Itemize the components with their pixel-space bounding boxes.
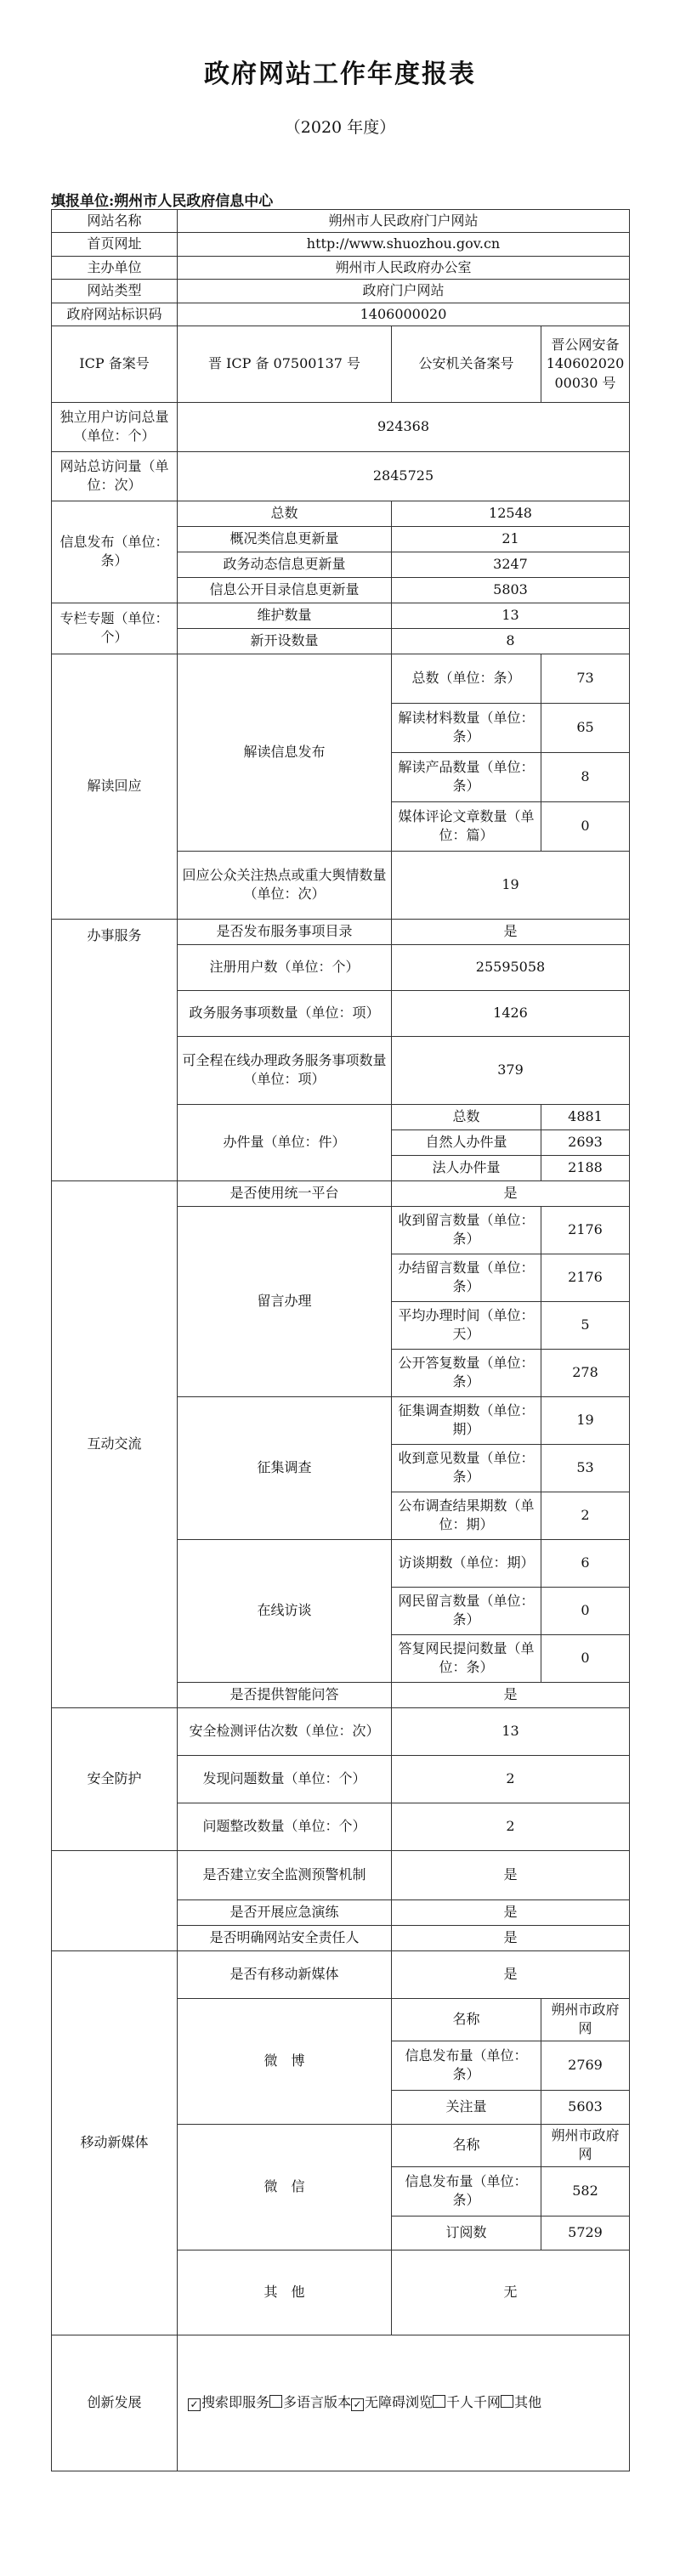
security-row-label: 发现问题数量（单位：个） (178, 1755, 392, 1803)
security-row-value: 13 (392, 1707, 630, 1755)
items-label: 政务服务事项数量（单位：项） (178, 990, 392, 1036)
site-code-value: 1406000020 (178, 303, 630, 326)
interpret-sub-label: 解读信息发布 (178, 654, 392, 851)
report-year: （2020 年度） (284, 118, 396, 137)
weibo-row-label: 名称 (392, 1998, 541, 2041)
interpret-row-value: 8 (541, 752, 630, 801)
innovation-option-label: 其他 (514, 2393, 542, 2410)
publish-row-value: 3247 (392, 552, 630, 577)
innovation-label: 创新发展 (52, 2335, 178, 2471)
handle-row-label: 自然人办件量 (392, 1129, 541, 1155)
security-label: 安全防护 (52, 1707, 178, 1850)
security-extra-label: 是否建立安全监测预警机制 (178, 1850, 392, 1899)
security-row-value: 2 (392, 1755, 630, 1803)
weibo-row-label: 信息发布量（单位：条） (392, 2041, 541, 2090)
site-name-label: 网站名称 (52, 210, 178, 233)
mobile-other-value: 无 (392, 2250, 630, 2335)
msg-row-label: 收到留言数量（单位：条） (392, 1206, 541, 1254)
icp-value: 晋 ICP 备 07500137 号 (178, 326, 392, 402)
publish-row-value: 12548 (392, 501, 630, 526)
msg-label: 留言办理 (178, 1206, 392, 1396)
checkbox-checked-icon: ✓ (188, 2398, 201, 2411)
msg-row-label: 办结留言数量（单位：条） (392, 1254, 541, 1301)
reporting-unit: 填报单位:朔州市人民政府信息中心 (51, 193, 274, 210)
innovation-options (178, 2335, 630, 2471)
msg-row-value: 2176 (541, 1206, 630, 1254)
interpret-row-label: 解读材料数量（单位：条） (392, 703, 541, 752)
column-row-label: 新开设数量 (178, 628, 392, 654)
wechat-row-label: 信息发布量（单位：条） (392, 2166, 541, 2216)
pv-value: 2845725 (178, 451, 630, 501)
home-url-value: http://www.shuozhou.gov.cn (178, 233, 630, 256)
survey-row-label: 征集调查期数（单位：期） (392, 1396, 541, 1444)
innovation-option[interactable] (351, 2394, 433, 2410)
checkbox-empty-icon (501, 2395, 513, 2408)
interact-label: 互动交流 (52, 1180, 178, 1707)
security-extra-label: 是否明确网站安全责任人 (178, 1925, 392, 1950)
msg-row-label: 平均办理时间（单位：天） (392, 1301, 541, 1349)
survey-row-value: 2 (541, 1492, 630, 1539)
wechat-row-label: 订阅数 (392, 2216, 541, 2250)
mobile-has-label: 是否有移动新媒体 (178, 1950, 392, 1998)
pv-label: 网站总访问量（单位：次） (52, 451, 178, 501)
platform-label: 是否使用统一平台 (178, 1180, 392, 1206)
mobile-label: 移动新媒体 (52, 1950, 178, 2335)
msg-row-value: 5 (541, 1301, 630, 1349)
catalog-value: 是 (392, 919, 630, 944)
publish-row-label: 政务动态信息更新量 (178, 552, 392, 577)
checkbox-empty-icon (433, 2395, 445, 2408)
security-extra-value: 是 (392, 1850, 630, 1899)
security-row-value: 2 (392, 1803, 630, 1850)
mobile-has-value: 是 (392, 1950, 630, 1998)
users-label: 注册用户数（单位：个） (178, 944, 392, 990)
innovation-option-label: 千人千网 (446, 2393, 502, 2410)
page-title: 政府网站工作年度报表 (204, 59, 476, 89)
sponsor-label: 主办单位 (52, 256, 178, 279)
innovation-option-label: 多语言版本 (283, 2393, 352, 2410)
online-items-label: 可全程在线办理政务服务事项数量（单位：项） (178, 1036, 392, 1104)
talk-row-label: 答复网民提问数量（单位：条） (392, 1634, 541, 1682)
innovation-option-label: 搜索即服务 (201, 2393, 270, 2410)
report-table (51, 209, 630, 2471)
msg-row-label: 公开答复数量（单位：条） (392, 1349, 541, 1396)
security-extra-value: 是 (392, 1925, 630, 1950)
uv-label: 独立用户访问总量（单位：个） (52, 402, 178, 451)
weibo-row-value: 5603 (541, 2090, 630, 2124)
talk-row-value: 0 (541, 1634, 630, 1682)
site-name-value: 朔州市人民政府门户网站 (178, 210, 630, 233)
handle-row-value: 2188 (541, 1155, 630, 1180)
icp-label: ICP 备案号 (52, 326, 178, 402)
security-row-label: 安全检测评估次数（单位：次） (178, 1707, 392, 1755)
qa-value: 是 (392, 1682, 630, 1707)
security-extra-label: 是否开展应急演练 (178, 1899, 392, 1925)
police-label: 公安机关备案号 (392, 326, 541, 402)
publish-row-label: 概况类信息更新量 (178, 526, 392, 552)
police-value: 晋公网安备 14060202000030 号 (541, 326, 630, 402)
weibo-row-label: 关注量 (392, 2090, 541, 2124)
users-value: 25595058 (392, 944, 630, 990)
publish-row-label: 总数 (178, 501, 392, 526)
innovation-option[interactable] (501, 2394, 541, 2410)
sponsor-value: 朔州市人民政府办公室 (178, 256, 630, 279)
weibo-row-value: 朔州市政府网 (541, 1998, 630, 2041)
survey-row-value: 19 (541, 1396, 630, 1444)
msg-row-value: 278 (541, 1349, 630, 1396)
interpret-row-label: 媒体评论文章数量（单位：篇） (392, 801, 541, 851)
handle-row-value: 2693 (541, 1129, 630, 1155)
interpret-row-label: 总数（单位：条） (392, 654, 541, 703)
innovation-option[interactable] (269, 2394, 351, 2410)
handle-label: 办件量（单位：件） (178, 1104, 392, 1180)
security-extra-blank (52, 1850, 178, 1950)
publish-row-value: 5803 (392, 577, 630, 603)
interpret-row-value: 73 (541, 654, 630, 703)
publish-row-label: 信息公开目录信息更新量 (178, 577, 392, 603)
catalog-label: 是否发布服务事项目录 (178, 919, 392, 944)
column-row-value: 13 (392, 603, 630, 628)
survey-label: 征集调查 (178, 1396, 392, 1539)
talk-label: 在线访谈 (178, 1539, 392, 1682)
survey-row-label: 公布调查结果期数（单位：期） (392, 1492, 541, 1539)
home-url-label: 首页网址 (52, 233, 178, 256)
interpret-label: 解读回应 (52, 654, 178, 919)
column-row-value: 8 (392, 628, 630, 654)
column-row-label: 维护数量 (178, 603, 392, 628)
mobile-other-label: 其 他 (178, 2250, 392, 2335)
site-type-value: 政府门户网站 (178, 280, 630, 303)
handle-row-label: 法人办件量 (392, 1155, 541, 1180)
msg-row-value: 2176 (541, 1254, 630, 1301)
publish-row-value: 21 (392, 526, 630, 552)
hot-response-value: 19 (392, 851, 630, 919)
wechat-row-value: 582 (541, 2166, 630, 2216)
checkbox-empty-icon (269, 2395, 282, 2408)
site-code-label: 政府网站标识码 (52, 303, 178, 326)
hot-response-label: 回应公众关注热点或重大舆情数量（单位：次） (178, 851, 392, 919)
wechat-row-value: 朔州市政府网 (541, 2124, 630, 2166)
survey-row-label: 收到意见数量（单位：条） (392, 1444, 541, 1492)
talk-row-label: 访谈期数（单位：期） (392, 1539, 541, 1587)
service-label: 办事服务 (52, 919, 178, 1180)
wechat-row-label: 名称 (392, 2124, 541, 2166)
publish-label: 信息发布（单位：条） (52, 501, 178, 603)
talk-row-value: 0 (541, 1587, 630, 1634)
innovation-option[interactable] (188, 2394, 269, 2410)
online-items-value: 379 (392, 1036, 630, 1104)
security-extra-value: 是 (392, 1899, 630, 1925)
weibo-row-value: 2769 (541, 2041, 630, 2090)
talk-row-value: 6 (541, 1539, 630, 1587)
site-type-label: 网站类型 (52, 280, 178, 303)
wechat-label: 微 信 (178, 2124, 392, 2250)
interpret-row-value: 65 (541, 703, 630, 752)
security-row-label: 问题整改数量（单位：个） (178, 1803, 392, 1850)
column-label: 专栏专题（单位：个） (52, 603, 178, 654)
talk-row-label: 网民留言数量（单位：条） (392, 1587, 541, 1634)
handle-row-value: 4881 (541, 1104, 630, 1129)
innovation-option[interactable] (433, 2394, 501, 2410)
platform-value: 是 (392, 1180, 630, 1206)
survey-row-value: 53 (541, 1444, 630, 1492)
checkbox-checked-icon: ✓ (351, 2398, 364, 2411)
innovation-option-label: 无障碍浏览 (365, 2393, 434, 2410)
wechat-row-value: 5729 (541, 2216, 630, 2250)
qa-label: 是否提供智能问答 (178, 1682, 392, 1707)
items-value: 1426 (392, 990, 630, 1036)
handle-row-label: 总数 (392, 1104, 541, 1129)
weibo-label: 微 博 (178, 1998, 392, 2124)
interpret-row-value: 0 (541, 801, 630, 851)
uv-value: 924368 (178, 402, 630, 451)
interpret-row-label: 解读产品数量（单位：条） (392, 752, 541, 801)
